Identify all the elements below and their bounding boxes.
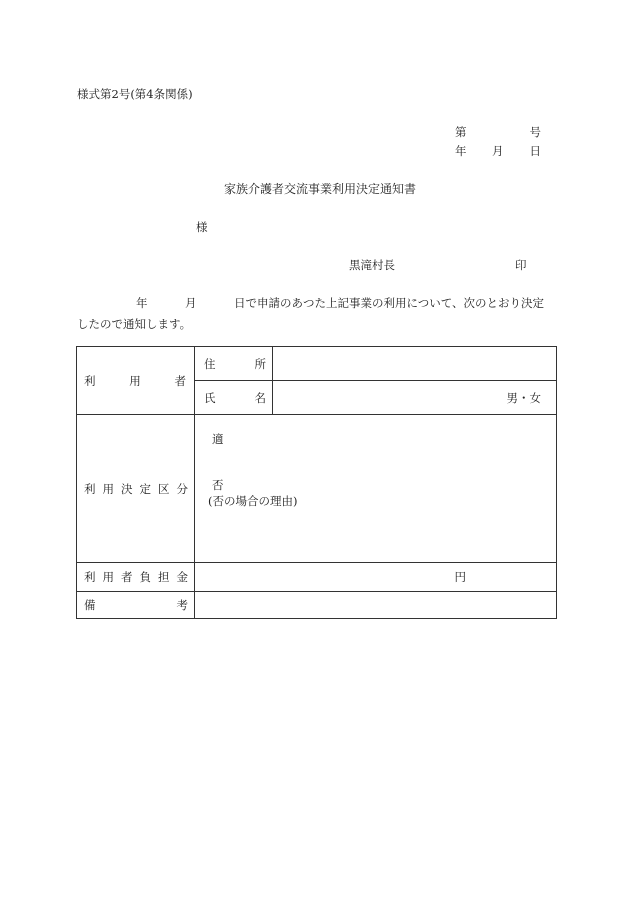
address-field[interactable] <box>273 347 557 381</box>
remarks-label-cell <box>77 592 195 619</box>
applicant-label-cell <box>77 347 195 415</box>
remarks-label: 備 考 <box>84 598 188 612</box>
address-label-cell <box>195 347 273 381</box>
addressee-suffix: 様 <box>196 220 208 234</box>
reject-reason-label: (否の場合の理由) <box>208 494 298 508</box>
name-field[interactable] <box>273 381 557 415</box>
number-suffix: 号 <box>529 125 541 139</box>
name-label-cell <box>195 381 273 415</box>
application-table <box>76 346 557 619</box>
decision-label-cell <box>77 415 195 563</box>
applicant-label: 利 用 者 <box>84 373 186 388</box>
remarks-field[interactable] <box>195 592 557 619</box>
intro-year: 年 <box>136 296 148 310</box>
date-day: 日 <box>529 144 541 158</box>
decision-field <box>195 415 557 563</box>
cost-field[interactable] <box>195 563 557 592</box>
name-label: 氏 名 <box>204 390 266 405</box>
seal-mark: 印 <box>515 258 527 272</box>
address-label: 住 所 <box>204 356 266 371</box>
decision-label: 利 用 決 定 区 分 <box>84 481 188 496</box>
intro-paragraph <box>77 293 557 335</box>
intro-line2: したので通知します。 <box>77 317 192 331</box>
date-month: 月 <box>492 144 504 158</box>
intro-day-text: 日で申請のあつた上記事業の利用について、次のとおり決定 <box>234 296 545 310</box>
cost-label: 利 用 者 負 担 金 <box>84 570 188 584</box>
approve-option[interactable]: 適 <box>212 432 224 446</box>
document-title: 家族介護者交流事業利用決定通知書 <box>223 182 416 196</box>
number-prefix: 第 <box>455 125 467 139</box>
reject-option[interactable]: 否 <box>212 478 224 492</box>
gender-option[interactable]: 男・女 <box>506 390 541 405</box>
yen-unit: 円 <box>454 570 466 584</box>
intro-month: 月 <box>185 296 197 310</box>
issuer-name: 黒滝村長 <box>349 258 395 272</box>
cost-label-cell <box>77 563 195 592</box>
form-label: 様式第2号(第4条関係) <box>77 87 193 101</box>
date-year: 年 <box>455 144 467 158</box>
